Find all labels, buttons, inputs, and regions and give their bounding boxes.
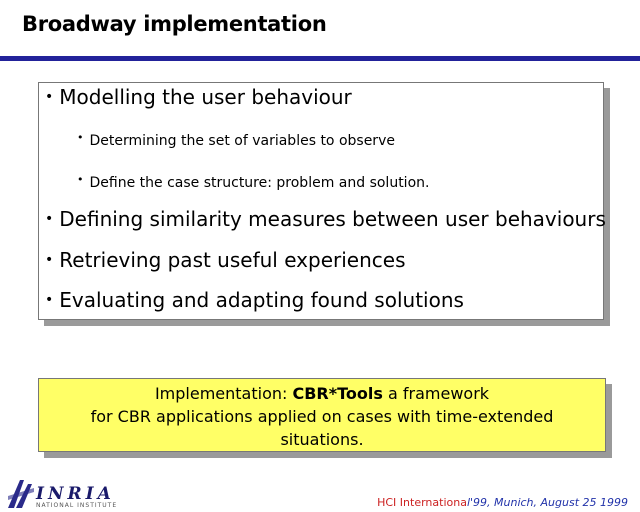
bullet-item bbox=[45, 248, 406, 272]
bullet-item bbox=[45, 288, 464, 312]
note-prefix: Implementation: bbox=[154, 384, 293, 403]
bullet-text: Evaluating and adapting found solutions bbox=[59, 288, 464, 312]
bullet-text: Modelling the user behaviour bbox=[59, 85, 352, 109]
bullet-text: Defining similarity measures between user behaviours bbox=[59, 207, 606, 231]
logo-wordmark: INRIA bbox=[36, 484, 115, 504]
bullet-item bbox=[45, 207, 606, 231]
logo-tagline: NATIONAL INSTITUTE bbox=[36, 502, 118, 509]
note-line-3: situations. bbox=[280, 430, 364, 449]
note-line-2: for CBR applications applied on cases with time-extended bbox=[90, 407, 554, 426]
title-divider bbox=[0, 56, 640, 61]
bullet-dot: • bbox=[77, 131, 84, 144]
slide-title: Broadway implementation bbox=[22, 12, 327, 36]
bullet-dot: • bbox=[45, 252, 54, 268]
note-line-1 bbox=[39, 382, 605, 405]
bullet-item bbox=[45, 85, 352, 109]
bullet-dot: • bbox=[45, 292, 54, 308]
note-highlight: CBR*Tools bbox=[292, 384, 383, 403]
bullet-text: Retrieving past useful experiences bbox=[59, 248, 406, 272]
note-line1-rest: a framework bbox=[382, 384, 490, 403]
sub-bullet-item bbox=[77, 173, 429, 191]
bullet-dot: • bbox=[77, 173, 84, 186]
footer-conf-a: HCI Internationa bbox=[377, 496, 467, 509]
footer-citation bbox=[377, 496, 628, 509]
bullet-text: Define the case structure: problem and solution. bbox=[89, 175, 430, 191]
footer-conf-b: l'99, Munich, August 25 1999 bbox=[466, 496, 628, 509]
implementation-note bbox=[38, 378, 606, 452]
bullet-dot: • bbox=[45, 211, 54, 227]
bullet-text: Determining the set of variables to observe bbox=[89, 133, 395, 149]
sub-bullet-item bbox=[77, 131, 395, 149]
bullet-panel bbox=[38, 82, 604, 320]
bullet-dot: • bbox=[45, 89, 54, 105]
